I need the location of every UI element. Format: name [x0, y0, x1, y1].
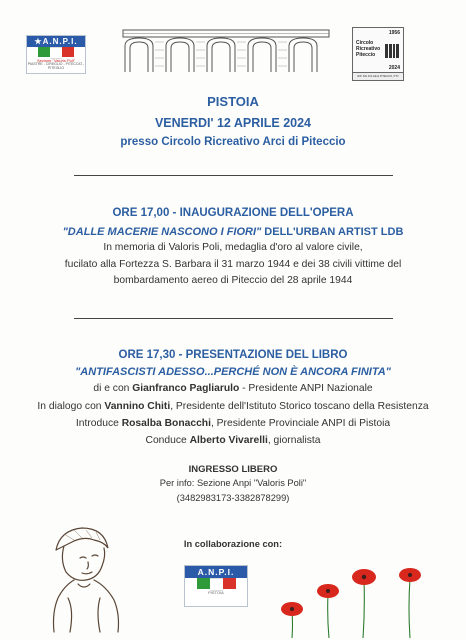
anpi-logo-location: PIASTRE - CIREGLIO - PITECCIO - PITEGLIO — [27, 62, 85, 71]
speaker-role: , Presidente dell'Istituto Storico toscano della Resistenza — [170, 401, 429, 412]
speaker-name: Gianfranco Pagliarulo — [132, 383, 240, 394]
section1-text-line: In memoria di Valoris Poli, medaglia d'oro al valore civile, — [103, 242, 363, 253]
section1-text-line: fucilato alla Fortezza S. Barbara il 31 marzo 1944 e dei 38 civili vittime del — [64, 259, 402, 270]
speaker-prefix: In dialogo con — [37, 401, 105, 412]
speaker-name: Alberto Vivarelli — [189, 435, 268, 446]
event-date: VENERDI' 12 APRILE 2024 — [154, 116, 312, 130]
speaker-role: - Presidente ANPI Nazionale — [239, 383, 373, 394]
section2-heading: ORE 17,30 - PRESENTAZIONE DEL LIBRO — [118, 349, 348, 361]
event-city: PISTOIA — [207, 94, 259, 109]
free-entry-label: INGRESSO LIBERO — [188, 464, 278, 475]
speaker-line — [0, 383, 466, 394]
circolo-name-line: Ricreativo — [356, 46, 381, 52]
child-sketch-icon — [34, 520, 134, 635]
circolo-year-start: 1956 — [388, 30, 400, 36]
section1-title — [0, 226, 466, 238]
circolo-ricreativo-logo — [352, 27, 404, 81]
speaker-role: , giornalista — [267, 435, 321, 446]
speaker-role: , Presidente Provinciale ANPI di Pistoia — [210, 418, 391, 429]
poppy-flowers — [281, 568, 421, 616]
anpi-logo-band: ★A.N.P.I. — [27, 36, 85, 47]
speaker-line — [0, 401, 466, 412]
aqueduct-arches-icon — [121, 28, 331, 74]
speaker-name: Vannino Chiti — [104, 401, 171, 412]
circolo-name-line: Piteccio — [356, 52, 376, 58]
speaker-line — [0, 435, 466, 446]
anpi-logo-band: A.N.P.I. — [185, 566, 247, 578]
speaker-prefix: di e con — [93, 383, 133, 394]
speaker-name: Rosalba Bonacchi — [121, 418, 211, 429]
circolo-foot: RIP. DAI FOLLIE E PITECCIO, PTV — [353, 72, 403, 80]
section1-heading: ORE 17,00 - INAUGURAZIONE DELL'OPERA — [112, 207, 354, 219]
divider — [74, 175, 393, 176]
info-phones: (3482983173-3382878299) — [176, 493, 290, 503]
speaker-prefix: Conduce — [145, 435, 190, 446]
artwork-title: "DALLE MACERIE NASCONO I FIORI" — [62, 226, 262, 238]
circolo-name — [356, 40, 380, 58]
speaker-prefix: Introduce — [75, 418, 122, 429]
anpi-logo-sezione: Sezione "Valoris Poli" — [36, 58, 76, 63]
anpi-pistoia-logo — [184, 565, 248, 607]
divider — [74, 318, 393, 319]
book-title: "ANTIFASCISTI ADESSO...PERCHÉ NON È ANCORA FINITA" — [75, 366, 391, 378]
info-contact: Per info: Sezione Anpi "Valoris Poli" — [159, 478, 307, 488]
circolo-year-end: 2024 — [388, 65, 400, 71]
speaker-line — [0, 418, 466, 429]
section1-text-line: bombardamento aereo di Piteccio del 28 aprile 1944 — [113, 275, 353, 286]
anpi-section-logo — [26, 35, 86, 74]
artist-credit: DELL'URBAN ARTIST LDB — [261, 226, 404, 238]
anpi-logo-sub: PISTOIA — [208, 590, 224, 595]
circolo-bars-icon — [385, 44, 399, 58]
circolo-name-line: Circolo — [356, 40, 374, 46]
collaboration-label: In collaborazione con: — [183, 539, 283, 549]
poppies-icon — [272, 560, 432, 638]
event-venue: presso Circolo Ricreativo Arci di Piteccio — [120, 136, 346, 148]
